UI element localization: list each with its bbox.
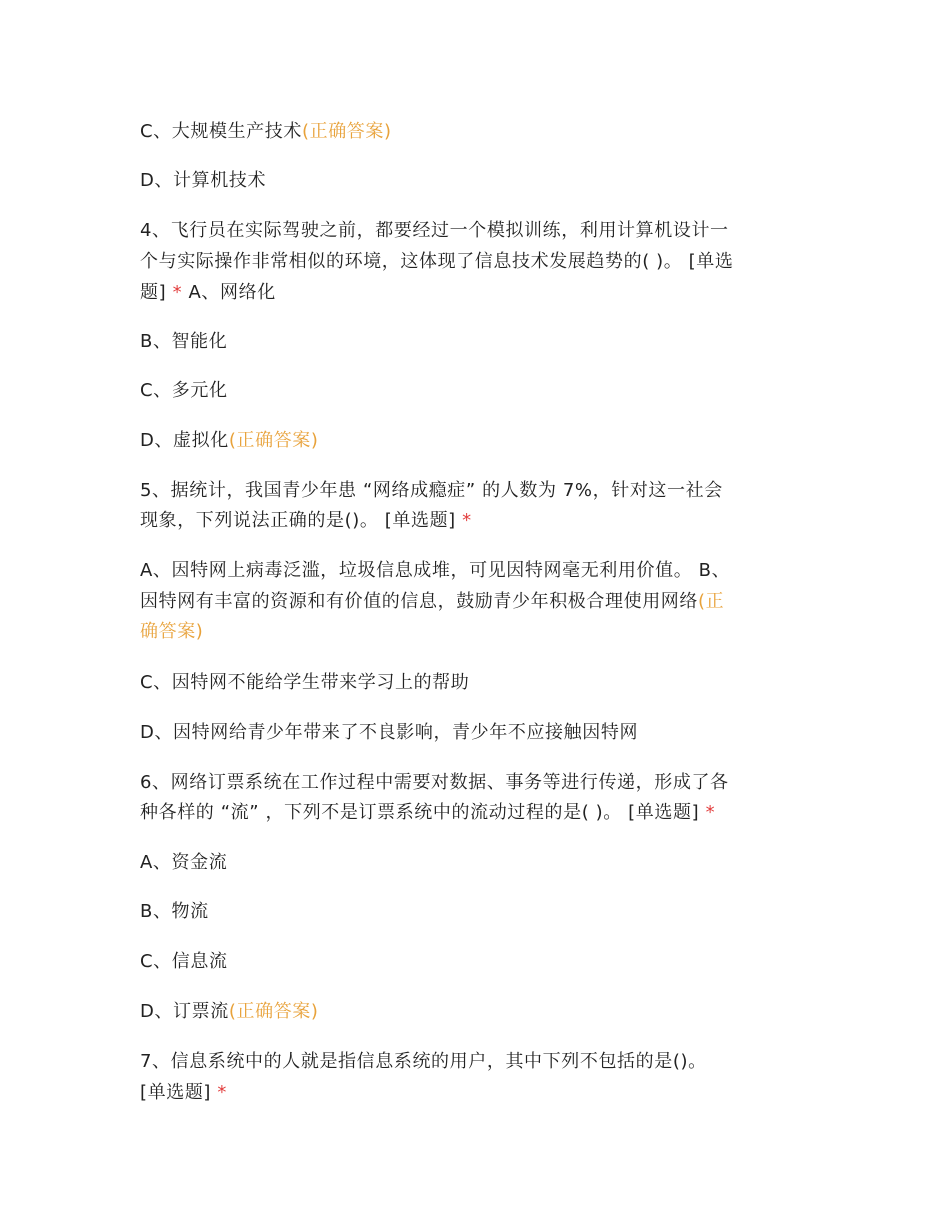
q3-option-c <box>140 117 820 147</box>
question-text: 现象，下列说法正确的是()。 [单选题] <box>140 510 456 531</box>
q5-question-line-2 <box>140 506 820 536</box>
q4-question-line-3 <box>140 278 820 308</box>
q5-option-c <box>140 668 820 698</box>
correct-answer-tag-end: 确答案) <box>140 621 204 642</box>
option-text: C、因特网不能给学生带来学习上的帮助 <box>140 672 470 693</box>
option-text: C、多元化 <box>140 380 228 401</box>
q4-question-line-2 <box>140 247 820 277</box>
q7-question-line-2 <box>140 1078 820 1108</box>
question-text: 个与实际操作非常相似的环境，这体现了信息技术发展趋势的( )。 [单选 <box>140 251 734 272</box>
option-text: C、信息流 <box>140 951 228 972</box>
q3-option-d <box>140 166 820 196</box>
q4-option-b <box>140 327 820 357</box>
required-star: * <box>462 510 472 531</box>
option-text: D、订票流 <box>140 1001 229 1022</box>
q6-option-d <box>140 997 820 1027</box>
q5-option-b-line <box>140 587 820 617</box>
question-type: [单选题] <box>140 1082 212 1103</box>
option-text: B、智能化 <box>140 331 228 352</box>
question-type: 题] <box>140 282 167 303</box>
option-text: C、大规模生产技术 <box>140 121 302 142</box>
correct-answer-tag-start: (正 <box>698 591 725 612</box>
correct-answer-tag: (正确答案) <box>228 430 319 451</box>
required-star: * <box>705 802 716 823</box>
q5-option-d <box>140 718 820 748</box>
q6-question-line-1 <box>140 768 820 798</box>
question-text: 6、网络订票系统在工作过程中需要对数据、事务等进行传递，形成了各 <box>140 772 729 793</box>
q6-option-b <box>140 897 820 927</box>
q6-question-line-2 <box>140 798 820 828</box>
correct-answer-tag: (正确答案) <box>228 1001 319 1022</box>
option-text: A、网络化 <box>188 282 276 303</box>
q4-option-c <box>140 376 820 406</box>
option-text: D、计算机技术 <box>140 170 267 191</box>
q5-option-b-line-2 <box>140 617 820 647</box>
option-text: B、物流 <box>140 901 209 922</box>
q5-option-a-line <box>140 556 820 586</box>
option-text: D、虚拟化 <box>140 430 229 451</box>
q7-question-line-1 <box>140 1047 820 1077</box>
required-star: * <box>217 1082 227 1103</box>
option-text: A、资金流 <box>140 852 228 873</box>
option-text: A、因特网上病毒泛滥，垃圾信息成堆，可见因特网毫无利用价值。 B、 <box>140 560 731 581</box>
q5-question-line-1 <box>140 476 820 506</box>
question-text: 5、据统计，我国青少年患 “网络成瘾症” 的人数为 7%，针对这一社会 <box>140 480 723 501</box>
required-star: * <box>172 282 183 303</box>
q6-option-a <box>140 848 820 878</box>
correct-answer-tag: (正确答案) <box>301 121 392 142</box>
q4-option-d <box>140 426 820 456</box>
question-text: 7、信息系统中的人就是指信息系统的用户，其中下列不包括的是()。 <box>140 1051 707 1072</box>
q4-question-line-1 <box>140 216 820 246</box>
question-text: 4、飞行员在实际驾驶之前，都要经过一个模拟训练，利用计算机设计一 <box>140 220 729 241</box>
question-text: 种各样的 “流” ，下列不是订票系统中的流动过程的是( )。 [单选题] <box>140 802 700 823</box>
option-text: 因特网有丰富的资源和有价值的信息，鼓励青少年积极合理使用网络 <box>140 591 698 612</box>
option-text: D、因特网给青少年带来了不良影响，青少年不应接触因特网 <box>140 722 639 743</box>
q6-option-c <box>140 947 820 977</box>
